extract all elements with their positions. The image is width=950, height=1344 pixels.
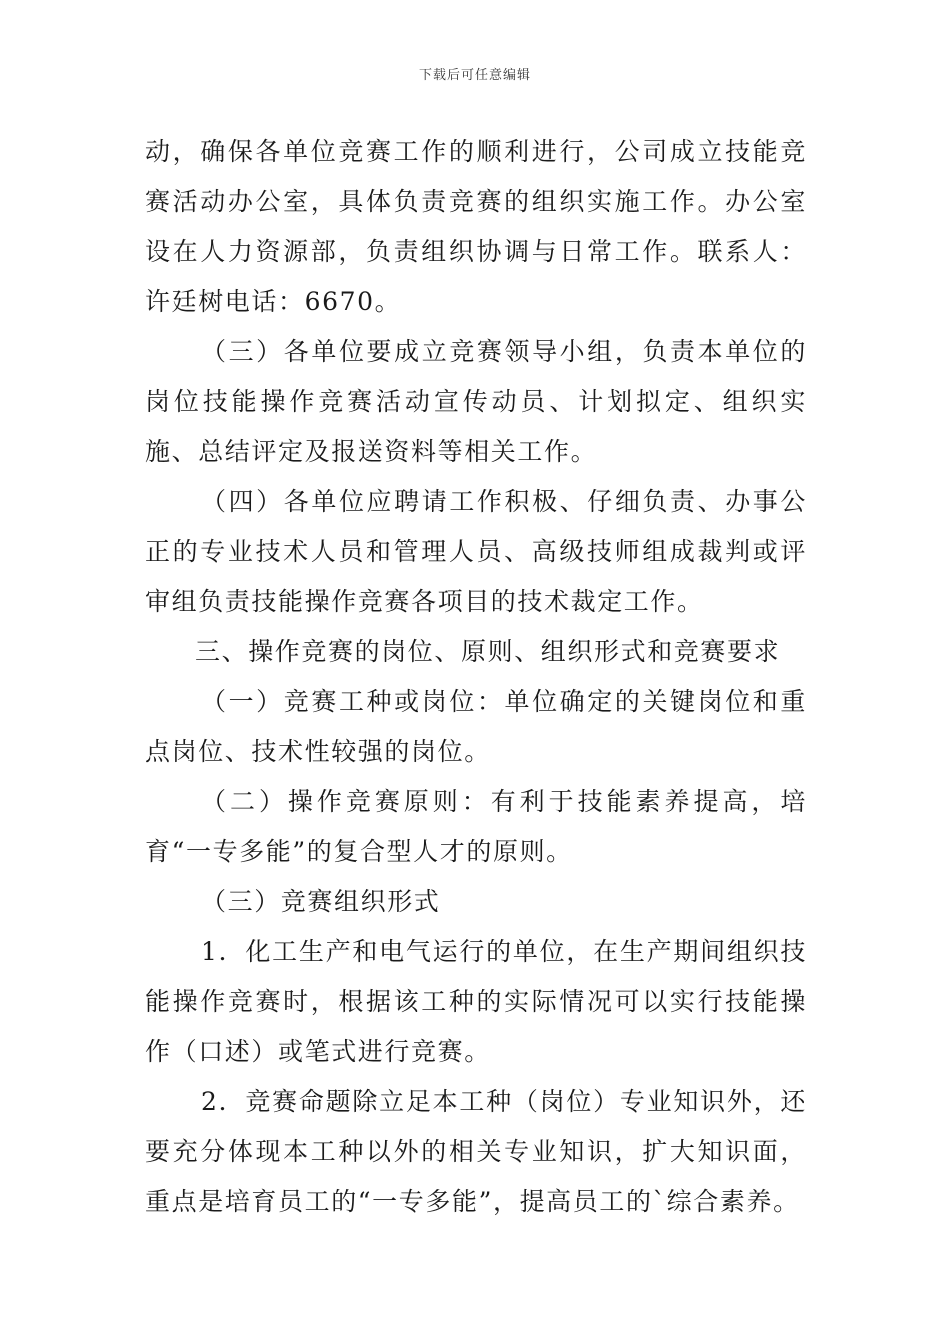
section-heading-3: 三、操作竞赛的岗位、原则、组织形式和竞赛要求 <box>195 637 781 666</box>
list-item-2: 2．竞赛命题除立足本工种（岗位）专业知识外，还要充分体现本工种以外的相关专业知识，扩大知识面，重点是培育员工的“一专多能”，提高员工的`综合素养。 <box>145 1087 807 1216</box>
document-body <box>145 127 807 1227</box>
list-item-1: 1．化工生产和电气运行的单位，在生产期间组织技能操作竞赛时，根据该工种的实际情况可以实行技能操作（口述）或笔式进行竞赛。 <box>145 937 807 1066</box>
paragraph-item-3: （三）各单位要成立竞赛领导小组，负责本单位的岗位技能操作竞赛活动宣传动员、计划拟定、组织实施、总结评定及报送资料等相关工作。 <box>145 337 807 466</box>
page-header: 下载后可任意编辑 <box>418 68 531 83</box>
paragraph-continuation: 动，确保各单位竞赛工作的顺利进行，公司成立技能竞赛活动办公室，具体负责竞赛的组织实施工作。办公室设在人力资源部，负责组织协调与日常工作。联系人：许廷树电话：6670。 <box>145 137 807 316</box>
paragraph-competition-principle: （二）操作竞赛原则：有利于技能素养提高，培育“一专多能”的复合型人才的原则。 <box>145 787 807 866</box>
subheading-organization-form: （三）竞赛组织形式 <box>201 887 441 916</box>
paragraph-item-4: （四）各单位应聘请工作积极、仔细负责、办事公正的专业技术人员和管理人员、高级技师组成裁判或评审组负责技能操作竞赛各项目的技术裁定工作。 <box>145 487 807 616</box>
paragraph-competition-positions: （一）竞赛工种或岗位：单位确定的关键岗位和重点岗位、技术性较强的岗位。 <box>145 687 807 766</box>
